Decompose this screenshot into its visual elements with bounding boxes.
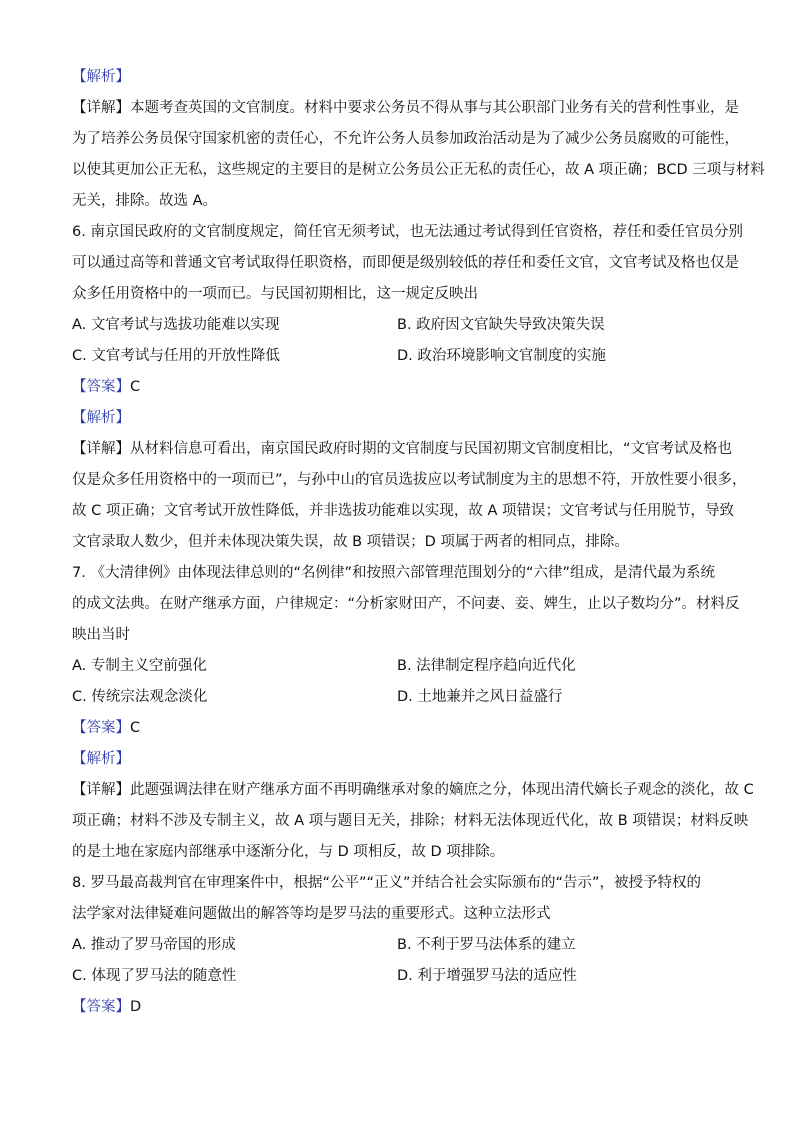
detail-line: 以使其更加公正无私，这些规定的主要目的是树立公务员公正无私的责任心，故 A 项正确；BCD 三项与材料 — [72, 162, 765, 178]
question-options — [72, 930, 734, 992]
detail-line: 的是土地在家庭内部继承中逐渐分化，与 D 项相反，故 D 项排除。 — [72, 844, 505, 860]
detail-line: 【详解】此题强调法律在财产继承方面不再明确继承对象的嫡庶之分，体现出清代嫡长子观念的淡化，故 C — [72, 782, 754, 798]
question-stem-line: 8. 罗马最高裁判官在审理案件中，根据“公平”“正义”并结合社会实际颁布的“告示”，被授予特权的 — [72, 875, 702, 891]
question-stem-line: 映出当时 — [72, 627, 130, 643]
question-stem-line: 的成文法典。在财产继承方面，户律规定：“分析家财田产，不问妻、妾、婢生，止以子数均分”。材料反 — [72, 596, 740, 612]
option-c: C. 体现了罗马法的随意性 — [72, 968, 237, 984]
question-6 — [72, 217, 747, 558]
question-stem-line: 7. 《大清律例》由体现法律总则的“名例律”和按照六部管理范围划分的“六律”组成，是清代最为系统 — [72, 565, 715, 581]
question-stem-line: 众多任用资格中的一项而已。与民国初期相比，这一规定反映出 — [72, 286, 478, 302]
analysis-tag: 【解析】 — [72, 69, 130, 85]
detail-line: 【详解】从材料信息可看出，南京国民政府时期的文官制度与民国初期文官制度相比，“文官考试及格也 — [72, 441, 733, 457]
option-d: D. 土地兼并之风日益盛行 — [397, 689, 563, 705]
answer-tag: 【答案】 — [72, 999, 130, 1015]
option-a: A. 文官考试与选拔功能难以实现 — [72, 317, 280, 333]
analysis-tag: 【解析】 — [72, 751, 130, 767]
option-a: A. 专制主义空前强化 — [72, 658, 207, 674]
option-d: D. 政治环境影响文官制度的实施 — [397, 348, 606, 364]
answer-tag: 【答案】 — [72, 720, 130, 736]
detail-line: 故 C 项正确；文官考试开放性降低，并非选拔功能难以实现，故 A 项错误；文官考试与任用脱节，导致 — [72, 503, 734, 519]
detail-line: 为了培养公务员保守国家机密的责任心，不允许公务人员参加政治活动是为了减少公务员腐败的可能性， — [72, 131, 739, 147]
question-stem-line: 可以通过高等和普通文官考试取得任职资格，而即便是级别较低的荐任和委任文官，文官考试及格也仅是 — [72, 255, 739, 271]
answer-line — [72, 992, 734, 1023]
answer-line — [72, 372, 734, 403]
question-stem-line: 6. 南京国民政府的文官制度规定，简任官无须考试，也无法通过考试得到任官资格，荐任和委任官员分别 — [72, 224, 743, 240]
question-options — [72, 310, 734, 372]
detail-line: 无关，排除。故选 A。 — [72, 193, 218, 209]
option-c: C. 文官考试与任用的开放性降低 — [72, 348, 280, 364]
question-8 — [72, 868, 734, 1023]
answer-value: C — [130, 720, 141, 736]
detail-line: 文官录取人数少，但并未体现决策失误，故 B 项错误；D 项属于两者的相同点，排除。 — [72, 534, 629, 550]
answer-tag: 【答案】 — [72, 379, 130, 395]
option-c: C. 传统宗法观念淡化 — [72, 689, 208, 705]
option-b: B. 法律制定程序趋向近代化 — [397, 658, 576, 674]
question-options — [72, 651, 734, 713]
question-stem-line: 法学家对法律疑难问题做出的解答等均是罗马法的重要形式。这种立法形式 — [72, 906, 551, 922]
detail-line: 【详解】本题考查英国的文官制度。材料中要求公务员不得从事与其公职部门业务有关的营利性事业，是 — [72, 100, 739, 116]
answer-value: D — [130, 999, 142, 1015]
question-7 — [72, 558, 754, 868]
option-b: B. 政府因文官缺失导致决策失误 — [397, 317, 605, 333]
detail-line: 项正确；材料不涉及专制主义，故 A 项与题目无关，排除；材料无法体现近代化，故 B 项错误；材料反映 — [72, 813, 749, 829]
analysis-tag: 【解析】 — [72, 410, 130, 426]
detail-line: 仅是众多任用资格中的一项而已”，与孙中山的官员选拔应以考试制度为主的思想不符，开放性要小很多， — [72, 472, 747, 488]
option-a: A. 推动了罗马帝国的形成 — [72, 937, 236, 953]
option-b: B. 不利于罗马法体系的建立 — [397, 937, 576, 953]
answer-value: C — [130, 379, 141, 395]
answer-line — [72, 713, 734, 744]
option-d: D. 利于增强罗马法的适应性 — [397, 968, 577, 984]
